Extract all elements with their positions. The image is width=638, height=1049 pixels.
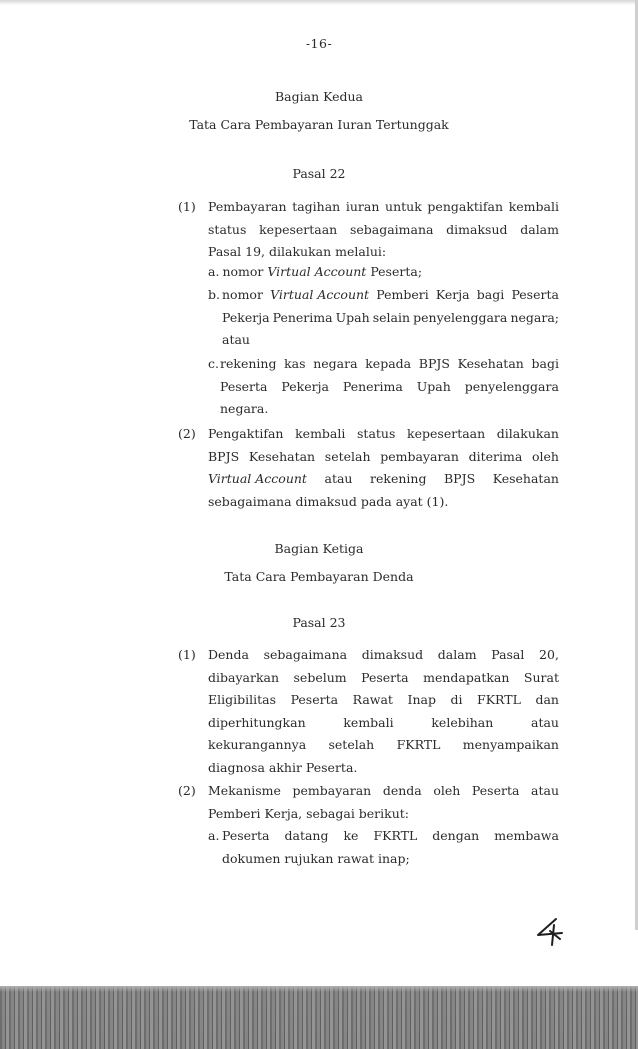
pasal22-item-b-text: nomor Virtual Account Pemberi Kerja bagi Peserta Pekerja Penerima Upah selain penyelenggara negara; atau <box>222 287 559 347</box>
pasal23-item-a-label: a. <box>208 828 220 843</box>
pasal22-ayat1-line3: Pasal 19, dilakukan melalui: <box>208 244 387 259</box>
section-title-kedua: Tata Cara Pembayaran Iuran Tertunggak <box>189 117 449 132</box>
pasal22-ayat2-text: Pengaktifan kembali status kepesertaan dilakukan BPJS Kesehatan setelah pembayaran diterima oleh Virtual Account atau rekening BPJS Kesehatan sebagaimana dimaksud pada ayat (1). <box>208 426 559 509</box>
scan-bottom-edge <box>0 986 638 1049</box>
pasal23-ayat2-number: (2) <box>178 783 196 798</box>
pasal22-item-c-label: c. <box>208 356 219 371</box>
scan-top-edge <box>0 0 638 5</box>
pasal22-ayat1-line1: Pembayaran tagihan iuran untuk pengaktifan kembali <box>208 199 559 214</box>
pasal23-ayat1-text: Denda sebagaimana dimaksud dalam Pasal 20, dibayarkan sebelum Peserta mendapatkan Surat Eligibilitas Peserta Rawat Inap di FKRTL dan diperhitungkan kembali kelebihan atau kekurangannya setelah FKRTL menyampaikan diagnosa akhir Peserta. <box>208 647 559 775</box>
pasal22-ayat1-number: (1) <box>178 199 196 214</box>
pasal23-item-a-text: Peserta datang ke FKRTL dengan membawa dokumen rujukan rawat inap; <box>222 828 559 866</box>
pasal22-ayat2-number: (2) <box>178 426 196 441</box>
pasal-23-title: Pasal 23 <box>292 615 346 630</box>
pasal22-item-b-label: b. <box>208 287 220 302</box>
pasal22-item-c-text: rekening kas negara kepada BPJS Kesehatan bagi Peserta Pekerja Penerima Upah penyelenggara negara. <box>220 356 559 416</box>
pasal22-ayat1-line2: status kepesertaan sebagaimana dimaksud dalam <box>208 221 559 237</box>
pasal22-ayat1-text <box>208 196 559 264</box>
section-heading-kedua: Bagian Kedua <box>274 89 364 104</box>
pasal23-ayat2-text: Mekanisme pembayaran denda oleh Peserta atau Pemberi Kerja, sebagai berikut: <box>208 783 559 821</box>
handwritten-initial-signature <box>532 917 568 947</box>
section-title-ketiga: Tata Cara Pembayaran Denda <box>224 569 414 584</box>
page-number: -16- <box>305 36 333 51</box>
section-heading-ketiga: Bagian Ketiga <box>274 541 364 556</box>
pasal22-item-a: a. nomor Virtual Account Peserta; <box>208 264 423 279</box>
pasal23-ayat1-number: (1) <box>178 647 196 662</box>
pasal-22-title: Pasal 22 <box>292 166 346 181</box>
